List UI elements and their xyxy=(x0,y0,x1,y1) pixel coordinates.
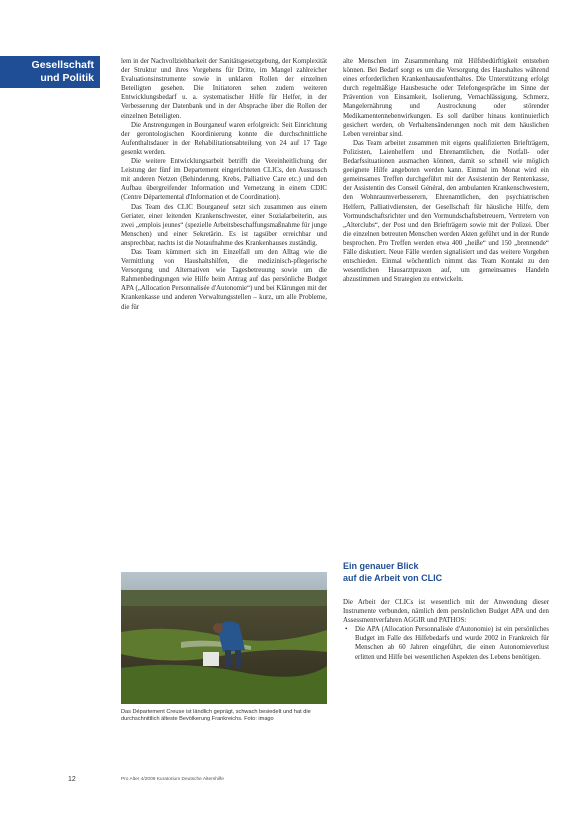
text-column-3 xyxy=(343,598,549,662)
bullet-icon: • xyxy=(345,626,348,634)
page-number: 12 xyxy=(68,776,76,783)
paragraph: Die Anstrengungen in Bourganeuf waren erfolgreich: Seit Einrichtung der gerontologischen Koordinierung konnte die durchschnittliche Aufenthaltsdauer in der Rehabilitationsabteilung von 24 auf 17 Tage gesenkt werden. xyxy=(121,121,327,156)
paragraph: Das Team arbeitet zusammen mit eigens qualifizierten Briefträgern, Polizisten, Laienhelfern und Ehrenamtlichen, die Notfall- oder Bedarfssituationen ausmachen können, damit so schnell wie möglich geeignete Hilfe angeboten werden kann. Einmal im Monat wird ein gemeinsames Treffen durchgeführt mit der Assistentin der Rentenkasse, der Assistentin des Conseil Général, den ambulanten Krankenschwestern, den Wohnraumverbesserern, Ehrenamtlichen, den psychiatrischen Helfern, Palliativdiensten, der Gesellschaft für häusliche Hilfe, dem Vormundschaftsrichter und den Vormundschaftsbetreuern, Vertretern von „Alterclubs“, der Post und den Briefträgern sowie mit der Polizei. Über die einzelnen betreuten Menschen werden Akten geführt und in der Runde besprochen. Pro Treffen werden etwa 400 „heiße“ und 150 „brennende“ Fälle diskutiert. Neue Fälle werden signalisiert und das weitere Vorgehen entschieden. Einmal wöchentlich nimmt das Team Kontakt zu den wesentlichen Hausarztpraxen auf, um gemeinsames Handeln abzustimmen und Strategien zu entwickeln. xyxy=(343,139,549,284)
section-tag xyxy=(0,56,100,88)
paragraph: Das Team kümmert sich im Einzelfall um den Alltag wie die Vermittlung von Haushaltshilfen, die medizinisch-pflegerische Versorgung und Alternativen wie Tagesbetreuung sowie um die Rahmenbedingungen wie Hilfe beim Antrag auf das persönliche Budget APA („Allocation Personnalisée d'Autonomie“) und bei Klärungen mit der Krankenkasse und anderen Verwaltungsstellen – kurz, um alle Probleme, die für xyxy=(121,248,327,311)
farmer-photo xyxy=(121,572,327,704)
text-column-1 xyxy=(121,57,327,312)
bullet-text: Die APA (Allocation Personnalisée d'Autonomie) ist ein persönliches Budget im Falle des Hilfebedarfs und wurde 2002 in Frankreich für Menschen ab 60 Jahren eingeführt, die einen Autonomieverlust erlitten und Hilfe bei wesentlichen Aspekten des Lebens benötigen. xyxy=(355,626,549,661)
subheading-line1: Ein genauer Blick xyxy=(343,561,419,571)
photo-caption: Das Département Creuse ist ländlich geprägt, schwach besiedelt und hat die durchschnittlich älteste Bevölkerung Frankreichs. Foto: imago xyxy=(121,709,311,723)
field-illustration xyxy=(121,572,327,704)
paragraph: Die Arbeit der CLICs ist wesentlich mit der Anwendung dieser Instrumente verbunden, nämlich dem persönlichen Budget APA und den Assessmentverfahren AGGIR und PATHOS: xyxy=(343,599,549,625)
publication-footer: Pro Alter 4/2009 Kuratorium Deutsche Altershilfe xyxy=(121,777,224,782)
section-subheading xyxy=(343,560,549,584)
section-tag-line1: Gesellschaft xyxy=(31,59,94,71)
text-column-2 xyxy=(343,57,549,284)
paragraph: Das Team des CLIC Bourganeuf setzt sich zusammen aus einem Geriater, einer leitenden Krankenschwester, einer Sozialarbeiterin, aus zwei „emplois jeunes“ (spezielle Arbeitsbeschaffungsmaßnahme für junge Menschen) und einer Sekretärin. Es ist tagsüber erreichbar und ansprechbar, nachts ist die Notaufnahme des Krankenhauses zuständig. xyxy=(121,203,327,247)
subheading-line2: auf die Arbeit von CLIC xyxy=(343,573,443,583)
paragraph: lem in der Nachvollziehbarkeit der Sanitätsgesetzgebung, der Komplexität der Struktur und ihres Vorgehens für Dritte, im Mangel zahlreicher Evaluationsinstrumente sowie in unklaren Rollen der einzelnen Beteiligten gesehen. Die Initiatoren sehen zudem weiteren Entwicklungsbedarf u. a. systematischer Hilfe für Helfer, in der Verbesserung der Datenbank und in der Absprache über die Rollen der einzelnen Beteiligten. xyxy=(121,58,327,120)
paragraph: Die weitere Entwicklungsarbeit betrifft die Vereinheitlichung der Leistung der fünf im Departement eingerichteten CLICs, den Austausch mit anderen Netzen (Behinderung, Krebs, Palliative Care etc.) und den Aufbau übergreifender Information und Vernetzung in einem CDIC (Centre Départemental d'Information et de Coordination). xyxy=(121,158,327,202)
paragraph: alte Menschen im Zusammenhang mit Hilfsbedürftigkeit entstehen können. Bei Bedarf sorgt es um die Versorgung des Haushaltes während eines erforderlichen Krankenhausaufenthaltes. Die Unterstützung erfolgt durch regelmäßige Hausbesuche oder Telefongespräche im Sinne der Prävention von Einsamkeit, Isolierung, Vernachlässigung, Schmerz, Mangelernährung und Austrocknung oder störender Medikamentennebenwirkungen. Es soll darüber hinaus kontinuierlich gesichert werden, ob Verhaltensänderungen noch mit dem häuslichen Leben vereinbar sind. xyxy=(343,58,549,138)
section-tag-line2: und Politik xyxy=(40,72,94,84)
bullet-item xyxy=(343,625,549,661)
